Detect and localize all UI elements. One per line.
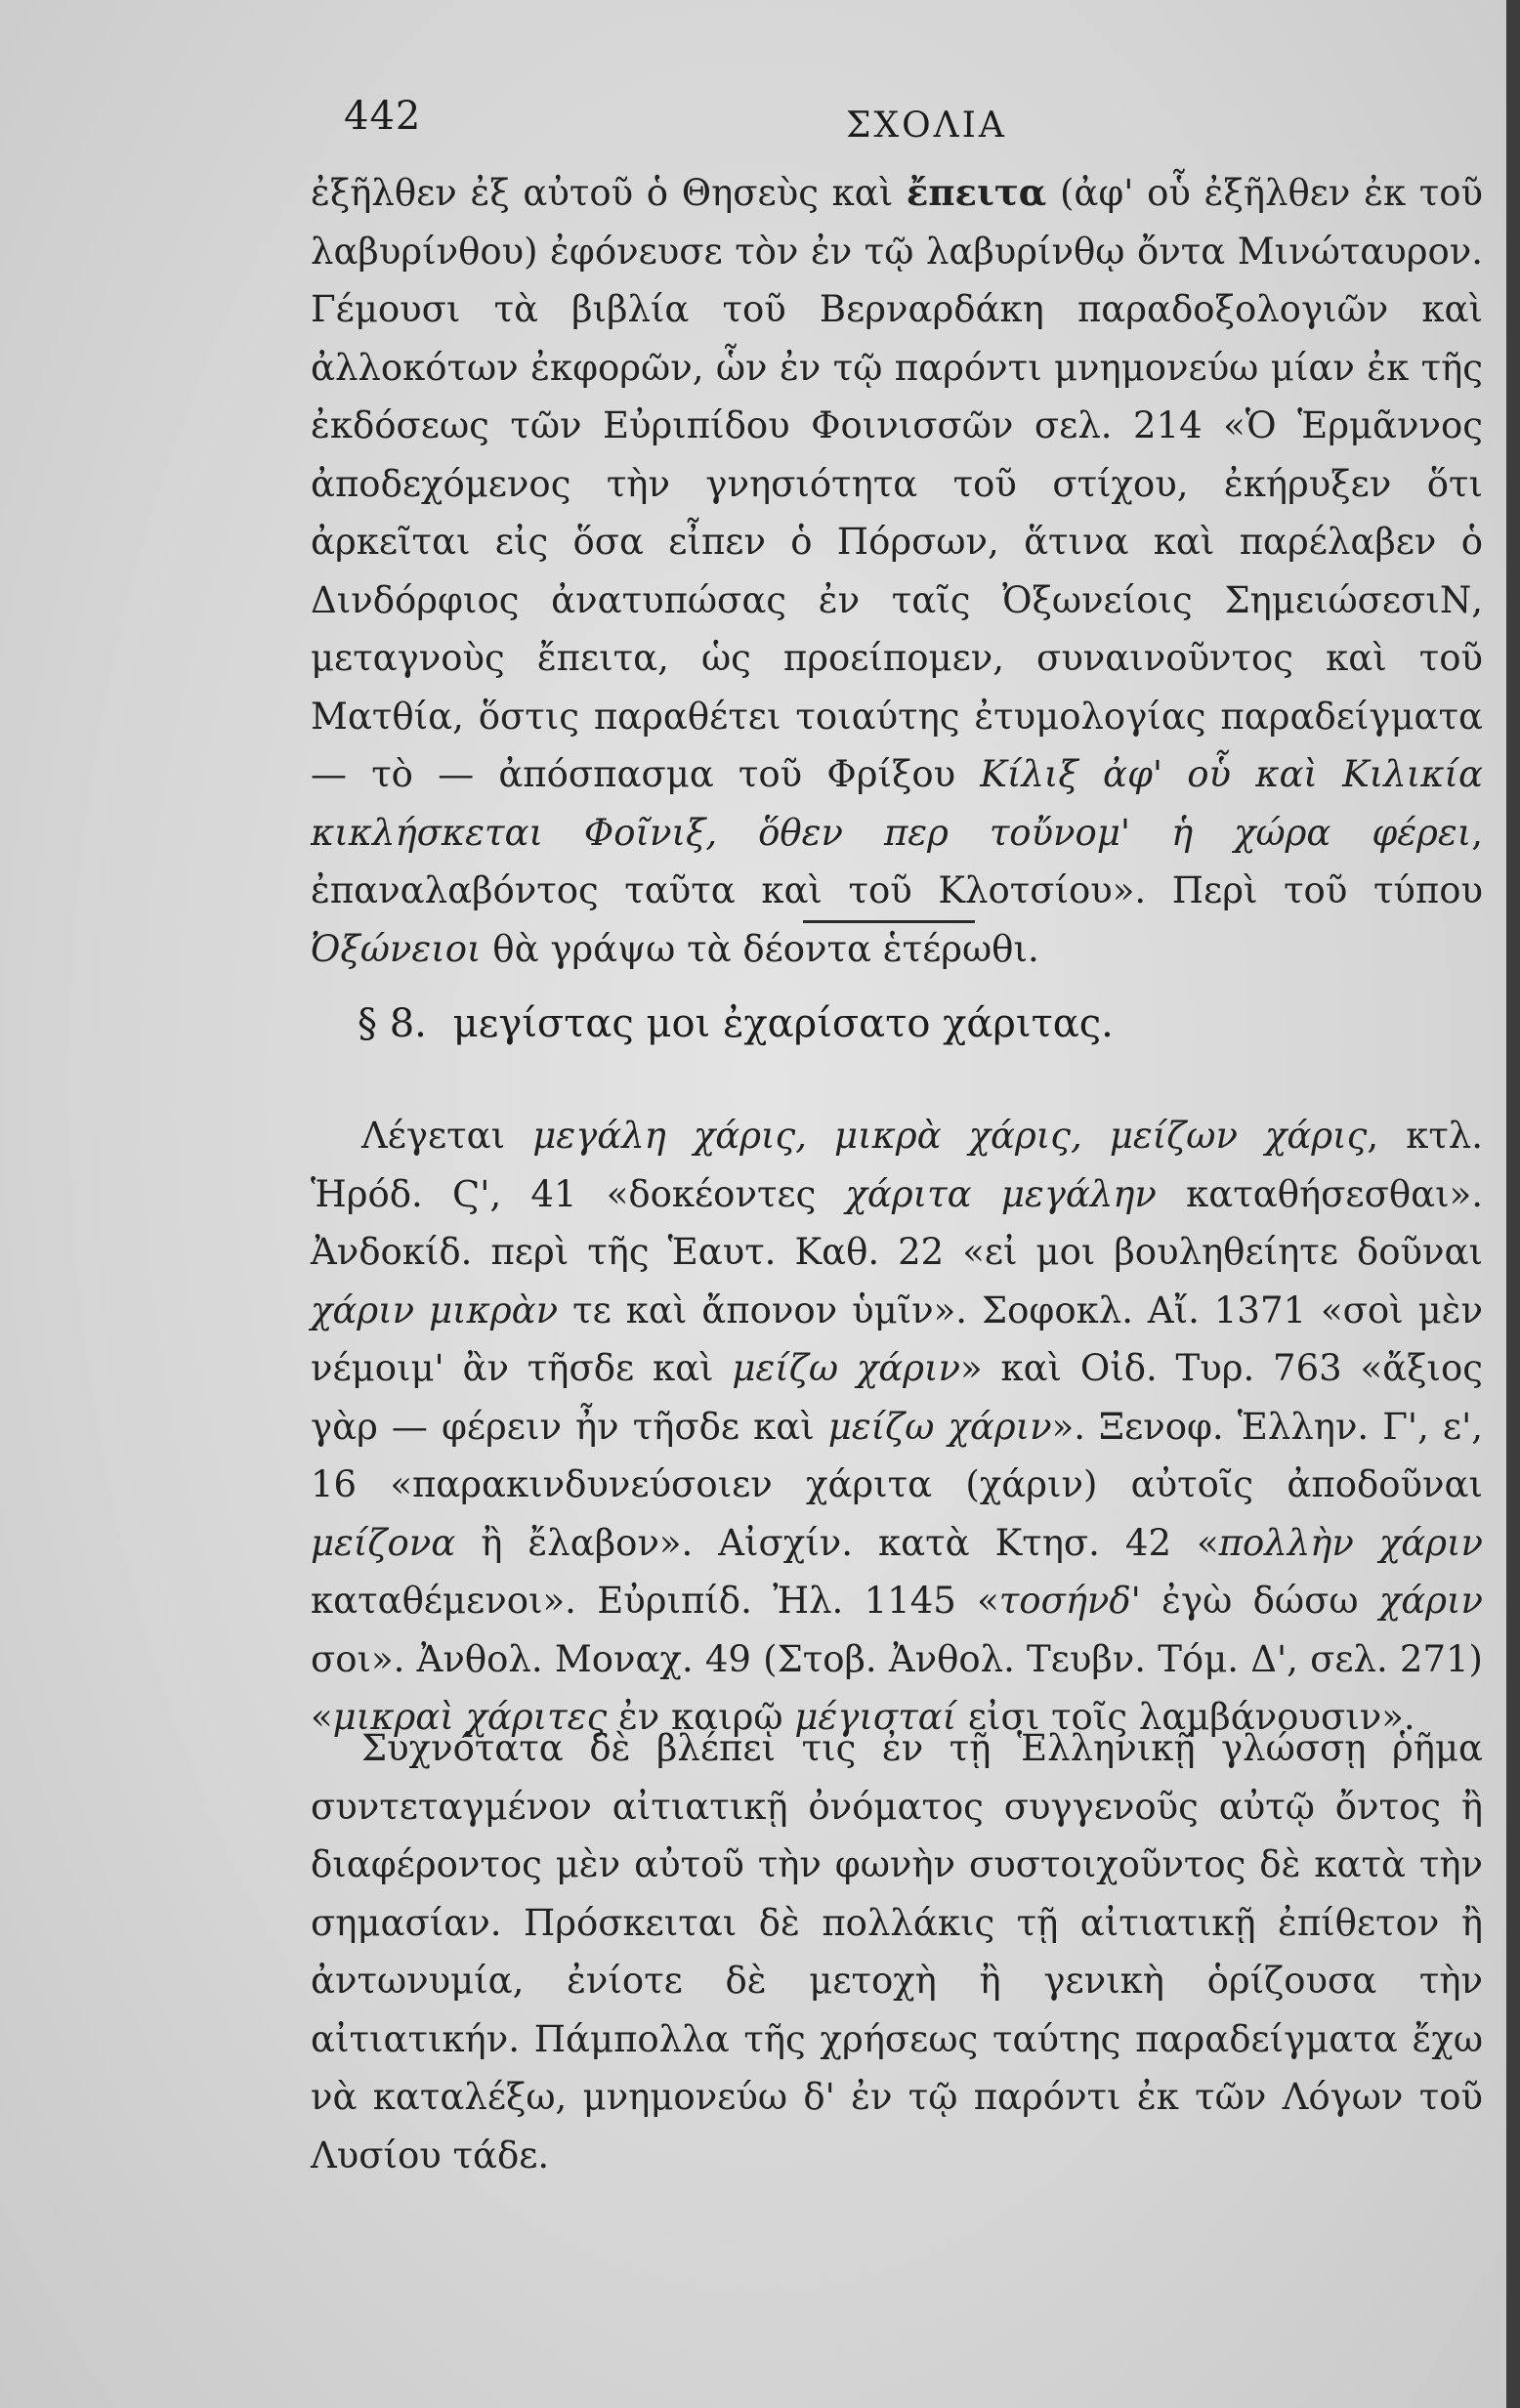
text-run: καταθέμενοι». Εὐριπίδ. Ἠλ. 1145 «: [311, 1580, 999, 1622]
page-number: 442: [344, 94, 422, 139]
section-title: μεγίστας μοι ἐχαρίσατο χάριτας.: [452, 1001, 1114, 1046]
text-run: ἐν καιρῷ: [607, 1696, 795, 1738]
italic-run: μεγάλη χάρις, μικρὰ χάρις, μείζων χάρις: [532, 1115, 1368, 1157]
text-run: ». Ξενοφ. Ἑλλην. Γ', ε', 16 «παρακινδυνεύσοιεν χάριτα (χάριν) αὐτοῖς ἀποδοῦναι: [311, 1405, 1483, 1505]
section-divider: [803, 920, 975, 923]
text-run: ἢ ἔλαβον». Αἰσχίν. κατὰ Κτησ. 42 «: [455, 1521, 1219, 1564]
text-run: τε καὶ ἄπονον ὑμῖν». Σοφοκλ. Αἴ. 1371 «σοὶ μὲν νέμοιμ' ἂν τῆσδε καὶ: [311, 1288, 1484, 1389]
text-run: θὰ γράψω τὰ δέοντα ἑτέρωθι.: [481, 927, 1039, 970]
italic-run: μείζονα: [311, 1521, 456, 1564]
paragraph: [311, 1719, 1483, 2184]
paragraph: [311, 164, 1483, 978]
italic-run: μικραὶ χάριτες: [332, 1696, 608, 1738]
italic-run: χάριτα μεγάλην: [845, 1172, 1157, 1215]
italic-run: μείζω χάριν: [732, 1347, 960, 1389]
section-heading: [358, 1001, 1114, 1046]
section-paragraph-1: [311, 1107, 1483, 1747]
italic-run: μέγισταί: [794, 1696, 957, 1738]
text-run: Συχνότατα δὲ βλέπει τις ἐν τῇ Ἑλληνικῇ γλώσσῃ ῥῆμα συντεταγμένον αἰτιατικῇ ὀνόματος συγγενοῦς αὐτῷ ὄντος ἢ διαφέροντος μὲν αὐτοῦ τὴν φωνὴν συστοιχοῦντος δὲ κατὰ τὴν σημασίαν. Πρόσκειται δὲ πολλάκις τῇ αἰτιατικῇ ἐπίθετον ἢ ἀντωνυμία, ἐνίοτε δὲ μετοχὴ ἢ γενικὴ ὁρίζουσα τὴν αἰτιατικήν. Πάμπολλα τῆς χρήσεως ταύτης παραδείγματα ἔχω νὰ καταλέξω, μνημονεύω δ' ἐν τῷ παρόντι ἐκ τῶν Λόγων τοῦ Λυσίου τάδε.: [311, 1727, 1483, 2176]
italic-run: χάριν: [1378, 1580, 1483, 1622]
text-run: ἐξῆλθεν ἐξ αὐτοῦ ὁ Θησεὺς καὶ: [311, 172, 907, 214]
section-mark: § 8.: [358, 1001, 427, 1046]
italic-run: μείζω χάριν: [827, 1405, 1052, 1448]
italic-run: τοσήνδ': [998, 1580, 1141, 1622]
italic-run: Ὀξώνειοι: [311, 927, 482, 970]
italic-run: χάριν μικρὰν: [311, 1288, 559, 1331]
italic-run: Κίλιξ ἀφ' οὗ καὶ Κιλικία κικλήσκεται Φοῖνιξ, ὅθεν περ τοὔνομ' ἡ χώρα φέρει: [311, 753, 1483, 854]
text-run: » καὶ Οἰδ. Τυρ. 763 «ἄξιος γὰρ — φέρειν ἦν τῆσδε καὶ: [311, 1347, 1483, 1448]
text-run: Λέγεται: [361, 1115, 533, 1157]
text-run: , κτλ. Ἡρόδ. Ϛ', 41 «δοκέοντες: [311, 1115, 1483, 1215]
page-edge: [1506, 0, 1520, 2408]
text-run: εἰσι τοῖς λαμβάνουσιν».: [956, 1696, 1415, 1738]
continuation-paragraph: [311, 164, 1483, 978]
bold-run: ἔπειτα: [906, 171, 1047, 214]
text-run: ἐγὼ δώσω: [1140, 1580, 1379, 1622]
paragraph: [311, 1107, 1483, 1747]
text-run: (ἀφ' οὗ ἐξῆλθεν ἐκ τοῦ λαβυρίνθου) ἐφόνευσε τὸν ἐν τῷ λαβυρίνθῳ ὄντα Μινώταυρον. Γέμουσι τὰ βιβλία τοῦ Βερναρδάκη παραδοξολογιῶν καὶ ἀλλοκότων ἐκφορῶν, ὧν ἐν τῷ παρόντι μνημονεύω μίαν ἐκ τῆς ἐκδόσεως τῶν Εὐριπίδου Φοινισσῶν σελ. 214 «Ὁ Ἑρμᾶννος ἀποδεχόμενος τὴν γνησιότητα τοῦ στίχου, ἐκήρυξεν ὅτι ἀρκεῖται εἰς ὅσα εἶπεν ὁ Πόρσων, ἅτινα καὶ παρέλαβεν ὁ Δινδόρφιος ἀνατυπώσας ἐν ταῖς Ὀξωνείοις ΣημειώσεσιΝ, μεταγνοὺς ἔπειτα, ὡς προείπομεν, συναινοῦντος καὶ τοῦ Ματθία, ὅστις παραθέτει τοιαύτης ἐτυμολογίας παραδείγματα — τὸ — ἀπόσπασμα τοῦ Φρίξου: [311, 172, 1483, 795]
running-head: ΣΧΟΛΙΑ: [846, 106, 1007, 146]
text-run: σοι». Ἀνθολ. Μοναχ. 49 (Στοβ. Ἀνθολ. Τευβν. Τόμ. Δ', σελ. 271) «: [311, 1637, 1483, 1738]
text-run: καταθήσεσθαι». Ἀνδοκίδ. περὶ τῆς Ἑαυτ. Καθ. 22 «εἰ μοι βουληθείητε δοῦναι: [311, 1172, 1483, 1273]
section-paragraph-2: [311, 1719, 1483, 2184]
text-run: , ἐπαναλαβόντος ταῦτα καὶ τοῦ Κλοτσίου». Περὶ τοῦ τύπου: [311, 811, 1483, 911]
italic-run: πολλὴν χάριν: [1218, 1521, 1483, 1564]
